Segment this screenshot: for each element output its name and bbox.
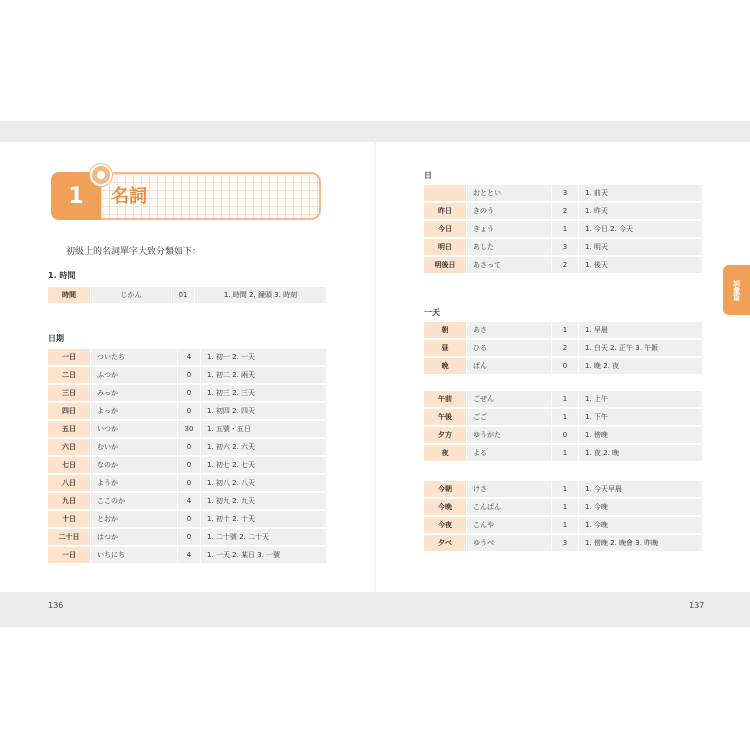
tone-cell: 0	[177, 475, 200, 491]
tone-cell: 4	[177, 547, 200, 563]
meaning-cell: 1. 晚 2. 夜	[578, 358, 702, 374]
kana-cell: けさ	[466, 481, 551, 497]
table-row	[424, 322, 702, 338]
tone-cell: 4	[177, 349, 200, 365]
tone-cell: 1	[551, 322, 578, 338]
tone-cell: 01	[171, 287, 194, 303]
kanji-cell: 午前	[424, 391, 466, 407]
meaning-cell: 1. 初九 2. 九天	[200, 493, 326, 509]
kanji-cell: 今晩	[424, 499, 466, 515]
kana-cell: ごご	[466, 409, 551, 425]
table-row	[48, 439, 326, 455]
table-row	[424, 499, 702, 515]
table-row	[48, 287, 326, 303]
tone-cell: 1	[551, 221, 578, 237]
oneday-table-1	[424, 320, 702, 376]
kanji-cell: 昨日	[424, 203, 466, 219]
meaning-cell: 1. 初十 2. 十天	[200, 511, 326, 527]
kana-cell: はつか	[90, 529, 177, 545]
kanji-cell: 一日	[48, 547, 90, 563]
tone-cell: 1	[551, 481, 578, 497]
meaning-cell: 1. 初八 2. 八天	[200, 475, 326, 491]
section-day-heading: 日	[424, 171, 432, 180]
day-table	[424, 183, 702, 275]
meaning-cell: 1. 前天	[578, 185, 702, 201]
meaning-cell: 1. 一天 2. 某日 3. 一號	[200, 547, 326, 563]
side-tab[interactable]: 詞彙篇	[723, 265, 750, 315]
meaning-cell: 1. 今日 2. 今天	[578, 221, 702, 237]
kana-cell: こんばん	[466, 499, 551, 515]
kana-cell: よっか	[90, 403, 177, 419]
tone-cell: 2	[551, 340, 578, 356]
meaning-cell: 1. 今晚	[578, 499, 702, 515]
tone-cell: 0	[177, 439, 200, 455]
table-row	[48, 385, 326, 401]
intro-text: 初級上的名詞單字大致分類如下：	[66, 247, 202, 257]
meaning-cell: 1. 後天	[578, 257, 702, 273]
kanji-cell: 時間	[48, 287, 90, 303]
table-row	[48, 547, 326, 563]
table-row	[424, 257, 702, 273]
meaning-cell: 1. 初六 2. 六天	[200, 439, 326, 455]
tone-cell: 3	[551, 535, 578, 551]
meaning-cell: 1. 今天早晨	[578, 481, 702, 497]
table-row	[424, 239, 702, 255]
kana-cell: よる	[466, 445, 551, 461]
section-date-heading: 日期	[48, 334, 64, 343]
meaning-cell: 1. 五號・五日	[200, 421, 326, 437]
kana-cell: いちにち	[90, 547, 177, 563]
kana-cell: ここのか	[90, 493, 177, 509]
table-row	[424, 221, 702, 237]
table-row	[424, 203, 702, 219]
kanji-cell: 昼	[424, 340, 466, 356]
kana-cell: ごぜん	[466, 391, 551, 407]
kanji-cell: 夕べ	[424, 535, 466, 551]
tone-cell: 1	[551, 445, 578, 461]
table-row	[424, 185, 702, 201]
kanji-cell: 五日	[48, 421, 90, 437]
kanji-cell: 六日	[48, 439, 90, 455]
meaning-cell: 1. 傍晚 2. 晚會 3. 昨晚	[578, 535, 702, 551]
kana-cell: きょう	[466, 221, 551, 237]
kana-cell: ばん	[466, 358, 551, 374]
tone-cell: 0	[177, 403, 200, 419]
tone-cell: 0	[551, 358, 578, 374]
meaning-cell: 1. 初三 2. 三天	[200, 385, 326, 401]
table-row	[424, 409, 702, 425]
book-gutter	[374, 142, 376, 592]
meaning-cell: 1. 傍晚	[578, 427, 702, 443]
meaning-cell: 1. 明天	[578, 239, 702, 255]
tone-cell: 0	[177, 529, 200, 545]
kana-cell: ふつか	[90, 367, 177, 383]
top-band	[0, 121, 750, 142]
kanji-cell: 七日	[48, 457, 90, 473]
table-row	[48, 475, 326, 491]
tone-cell: 30	[177, 421, 200, 437]
tone-cell: 1	[551, 499, 578, 515]
oneday-table-2	[424, 389, 702, 463]
kanji-cell: 今日	[424, 221, 466, 237]
kana-cell: ゆうがた	[466, 427, 551, 443]
meaning-cell: 1. 下午	[578, 409, 702, 425]
tone-cell: 0	[177, 457, 200, 473]
kanji-cell: 午後	[424, 409, 466, 425]
flower-icon	[90, 164, 112, 186]
tone-cell: 3	[551, 185, 578, 201]
kanji-cell: 晩	[424, 358, 466, 374]
kana-cell: あした	[466, 239, 551, 255]
page-number-right: 137	[689, 601, 705, 610]
kana-cell: あさ	[466, 322, 551, 338]
kana-cell: なのか	[90, 457, 177, 473]
meaning-cell: 1. 初二 2. 兩天	[200, 367, 326, 383]
kanji-cell: 十日	[48, 511, 90, 527]
kanji-cell: 八日	[48, 475, 90, 491]
date-table	[48, 347, 326, 565]
kana-cell: ようか	[90, 475, 177, 491]
kanji-cell: 夜	[424, 445, 466, 461]
kanji-cell: 今夜	[424, 517, 466, 533]
table-row	[48, 529, 326, 545]
table-row	[48, 457, 326, 473]
kanji-cell: 一日	[48, 349, 90, 365]
kanji-cell: 明後日	[424, 257, 466, 273]
section-oneday-heading: 一天	[424, 308, 440, 317]
kanji-cell: 九日	[48, 493, 90, 509]
tone-cell: 1	[551, 391, 578, 407]
tone-cell: 0	[177, 367, 200, 383]
chapter-title: 名詞	[111, 186, 147, 207]
meaning-cell: 1. 初七 2. 七天	[200, 457, 326, 473]
kana-cell: ついたち	[90, 349, 177, 365]
kana-cell: むいか	[90, 439, 177, 455]
table-row	[424, 517, 702, 533]
kana-cell: みっか	[90, 385, 177, 401]
meaning-cell: 1. 早晨	[578, 322, 702, 338]
table-row	[48, 367, 326, 383]
table-row	[48, 493, 326, 509]
table-row	[424, 340, 702, 356]
kana-cell: いつか	[90, 421, 177, 437]
table-row	[424, 427, 702, 443]
meaning-cell: 1. 白天 2. 正午 3. 午飯	[578, 340, 702, 356]
kanji-cell	[424, 185, 466, 201]
kana-cell: あさって	[466, 257, 551, 273]
kana-cell: おととい	[466, 185, 551, 201]
kanji-cell: 朝	[424, 322, 466, 338]
meaning-cell: 1. 夜 2. 晚	[578, 445, 702, 461]
kanji-cell: 明日	[424, 239, 466, 255]
kanji-cell: 四日	[48, 403, 90, 419]
oneday-table-3	[424, 479, 702, 553]
tone-cell: 0	[551, 427, 578, 443]
kana-cell: こんや	[466, 517, 551, 533]
table-row	[48, 349, 326, 365]
kanji-cell: 今朝	[424, 481, 466, 497]
bottom-band	[0, 592, 750, 627]
time-table	[48, 285, 326, 305]
kanji-cell: 二十日	[48, 529, 90, 545]
meaning-cell: 1. 今晚	[578, 517, 702, 533]
meaning-cell: 1. 二十號 2. 二十天	[200, 529, 326, 545]
kanji-cell: 二日	[48, 367, 90, 383]
chapter-number: 1	[51, 172, 101, 220]
kana-cell: じかん	[90, 287, 171, 303]
tone-cell: 0	[177, 385, 200, 401]
kana-cell: とおか	[90, 511, 177, 527]
meaning-cell: 1. 初四 2. 四天	[200, 403, 326, 419]
meaning-cell: 1. 初一 2. 一天	[200, 349, 326, 365]
table-row	[424, 391, 702, 407]
tone-cell: 1	[551, 517, 578, 533]
table-row	[48, 421, 326, 437]
table-row	[424, 481, 702, 497]
section-time-heading: 1. 時間	[48, 271, 76, 280]
tone-cell: 1	[551, 409, 578, 425]
tone-cell: 2	[551, 203, 578, 219]
kanji-cell: 三日	[48, 385, 90, 401]
tone-cell: 3	[551, 239, 578, 255]
tone-cell: 4	[177, 493, 200, 509]
table-row	[424, 535, 702, 551]
kanji-cell: 夕方	[424, 427, 466, 443]
meaning-cell: 1. 上午	[578, 391, 702, 407]
table-row	[424, 358, 702, 374]
table-row	[48, 403, 326, 419]
meaning-cell: 1. 昨天	[578, 203, 702, 219]
kana-cell: ゆうべ	[466, 535, 551, 551]
tone-cell: 2	[551, 257, 578, 273]
kana-cell: ひる	[466, 340, 551, 356]
page-number-left: 136	[48, 601, 64, 610]
table-row	[48, 511, 326, 527]
table-row	[424, 445, 702, 461]
tone-cell: 0	[177, 511, 200, 527]
kana-cell: きのう	[466, 203, 551, 219]
meaning-cell: 1. 時間 2. 鐘頭 3. 時刻	[194, 287, 326, 303]
